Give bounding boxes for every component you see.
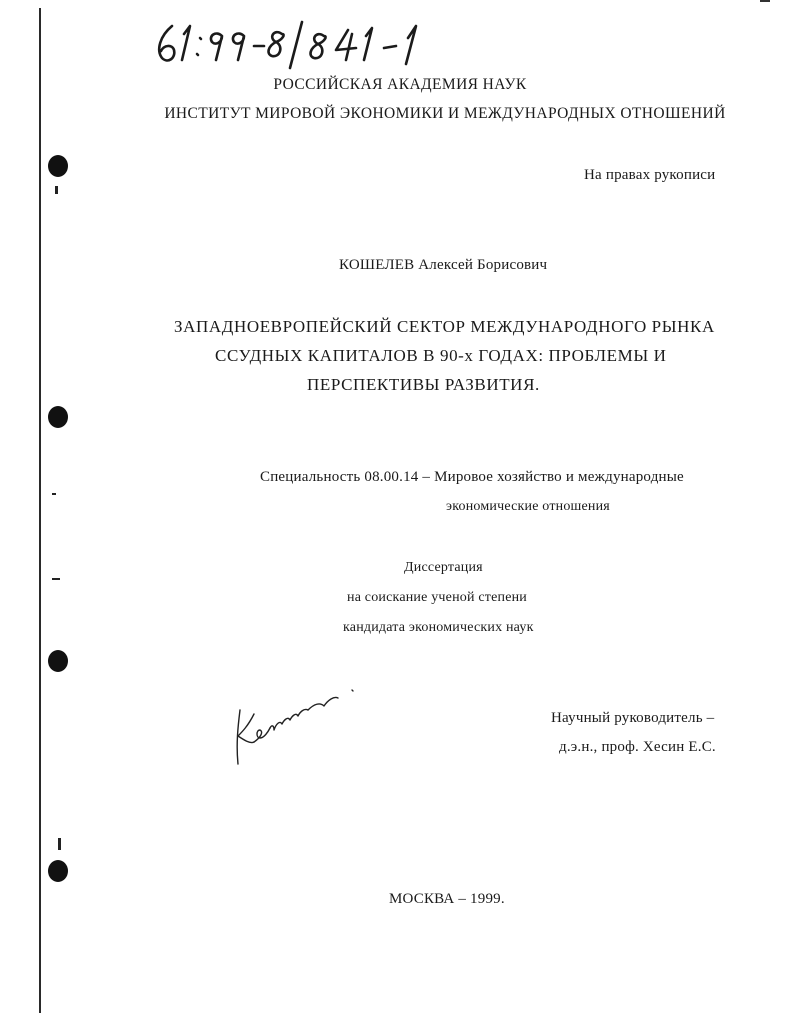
binder-hole xyxy=(48,650,68,672)
scan-edge-line xyxy=(39,8,41,1013)
specialty-line-1: Специальность 08.00.14 – Мировое хозяйство и международные xyxy=(260,469,684,485)
handwritten-signature xyxy=(224,680,364,772)
dissertation-title-line-1: ЗАПАДНОЕВРОПЕЙСКИЙ СЕКТОР МЕЖДУНАРОДНОГО РЫНКА xyxy=(174,317,715,336)
place-and-year: МОСКВА – 1999. xyxy=(389,891,505,907)
scan-speck xyxy=(52,493,56,495)
dissertation-title-line-2: ССУДНЫХ КАПИТАЛОВ В 90-х ГОДАХ: ПРОБЛЕМЫ И xyxy=(215,346,667,365)
scan-speck xyxy=(58,838,61,850)
dissertation-label: Диссертация xyxy=(404,560,483,575)
binder-hole xyxy=(48,860,68,882)
degree-line-2: кандидата экономических наук xyxy=(343,620,534,635)
supervisor-name: д.э.н., проф. Хесин Е.С. xyxy=(559,739,716,755)
scan-speck xyxy=(52,578,60,580)
author-name: КОШЕЛЕВ Алексей Борисович xyxy=(339,257,548,273)
specialty-line-2: экономические отношения xyxy=(446,499,610,514)
manuscript-note: На правах рукописи xyxy=(584,167,716,183)
supervisor-label: Научный руководитель – xyxy=(551,710,715,726)
dissertation-title-line-3: ПЕРСПЕКТИВЫ РАЗВИТИЯ. xyxy=(307,375,540,394)
scan-speck xyxy=(55,186,58,194)
binder-hole xyxy=(48,406,68,428)
academy-name: РОССИЙСКАЯ АКАДЕМИЯ НАУК xyxy=(273,76,527,93)
degree-line-1: на соискание ученой степени xyxy=(347,590,528,605)
handwritten-archive-code xyxy=(150,14,440,72)
scan-corner-mark xyxy=(760,0,770,2)
binder-hole xyxy=(48,155,68,177)
institute-name: ИНСТИТУТ МИРОВОЙ ЭКОНОМИКИ И МЕЖДУНАРОДНЫХ ОТНОШЕНИЙ xyxy=(164,105,726,122)
